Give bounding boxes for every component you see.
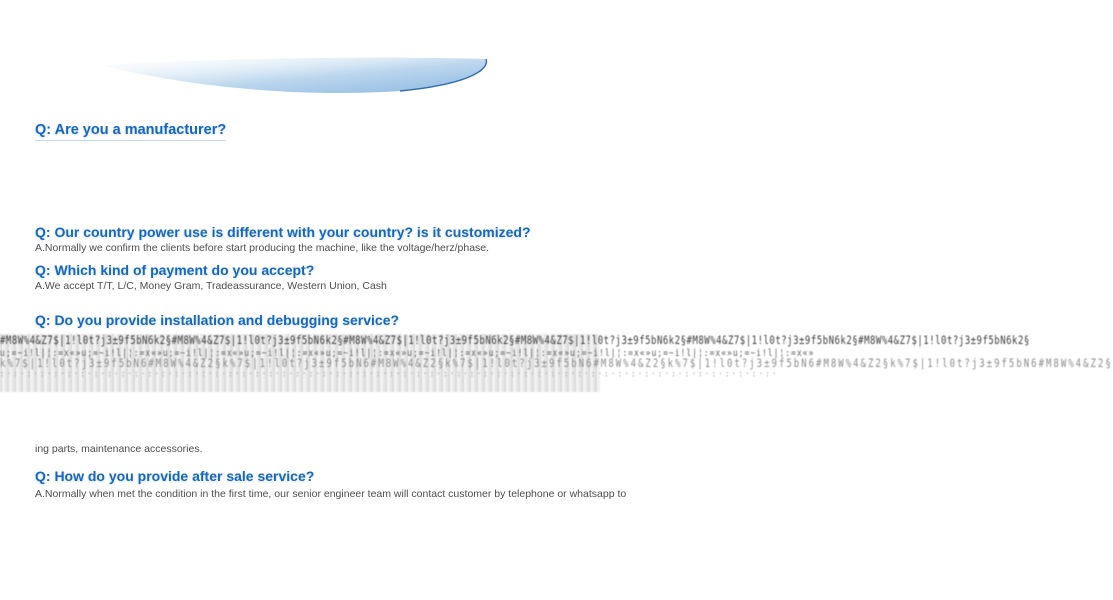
faq-question-manufacturer: Q: Are you a manufacturer? bbox=[35, 122, 226, 141]
faq-question-installation: Q: Do you provide installation and debugging service? bbox=[35, 312, 400, 328]
faq-question-power-customized: Q: Our country power use is different with your country? is it customized? bbox=[35, 224, 531, 240]
faq-question-after-sale: Q: How do you provide after sale service? bbox=[35, 468, 315, 484]
artifact-noise-row: u;=~i!l|¦:=x«»u;=~i!l|¦:=x«»u;=~i!l|¦:=x«»u;=~i!l|¦:=x«»u;=~i!l|¦:=x«»u;=~i!l|¦:=x«»u;=~i!l|¦:=x«»u;=~i!l|¦:=x«»u;=~i!l|¦:=x«»u;=~i!l|¦:=x«» bbox=[0, 347, 815, 359]
faq-answer-after-sale: A.Normally when met the condition in the first time, our senior engineer team will contact customer by telephone or whatsapp to bbox=[35, 488, 627, 500]
faq-answer-payment: A.We accept T/T, L/C, Money Gram, Tradeassurance, Western Union, Cash bbox=[35, 280, 387, 292]
artifact-noise-row: :·:·:·:·:·:·:·:·:·:·:·:·:·:·:·:·:·:·:·:·:·:·:·:·:·:·:·:·:·:·:·:·:·:·:·:·:·:·:·:·:·:·:·:·:·:·:·:·:·:·:·:·:·:·:·:·:·:· bbox=[0, 369, 779, 379]
banner-swoosh-graphic bbox=[100, 56, 492, 108]
faq-question-payment: Q: Which kind of payment do you accept? bbox=[35, 262, 315, 278]
artifact-noise-row: k%7$|1!l0t?j3±9f5bN6#M8W%4&Z2§k%7$|1!l0t?j3±9f5bN6#M8W%4&Z2§k%7$|1!l0t?j3±9f5bN6#M8W%4&Z2§k%7$|1!l0t?j3±9f5bN6#M8W%4&Z2§k%7$|1!l0t?j3±9f5bN6#M8W%4&Z2§ bbox=[0, 358, 1113, 371]
compression-artifact-band bbox=[0, 334, 1113, 392]
swoosh-svg bbox=[100, 56, 492, 108]
faq-answer-fragment: ing parts, maintenance accessories. bbox=[35, 443, 203, 455]
faq-answer-power-customized: A.Normally we confirm the clients before start producing the machine, like the voltage/herz/phase. bbox=[35, 242, 490, 254]
artifact-noise-row: #M8W%4&Z7$|1!l0t?j3±9f5bN6k2§#M8W%4&Z7$|1!l0t?j3±9f5bN6k2§#M8W%4&Z7$|1!l0t?j3±9f5bN6k2§#M8W%4&Z7$|1!l0t?j3±9f5bN6k2§#M8W%4&Z7$|1!l0t?j3±9f5bN6k2§#M8W%4&Z7$|1!l0t?j3±9f5bN6k2§ bbox=[0, 335, 1030, 348]
